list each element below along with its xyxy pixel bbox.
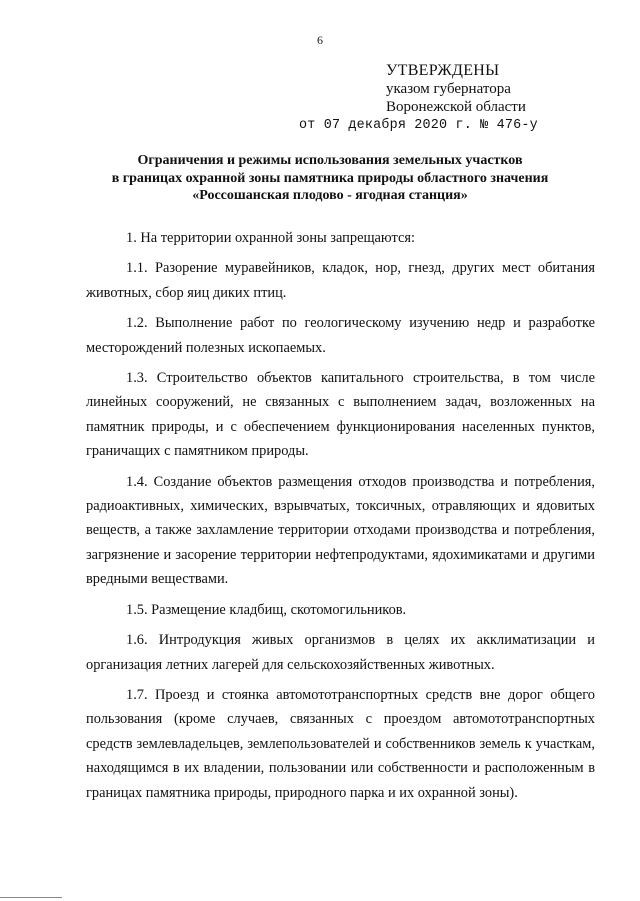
approval-block (386, 62, 526, 116)
title-line-3: «Россошанская плодово - ягодная станция» (192, 188, 468, 203)
approval-date: от 07 декабря 2020 г. № 476-у (299, 118, 538, 133)
paragraph-1-6: 1.6. Интродукция живых организмов в целях их акклиматизации и организация летних лагерей для сельскохозяйственных животных. (86, 632, 595, 673)
title-line-1: Ограничения и режимы использования земельных участков (137, 153, 523, 168)
approval-region: Воронежской области (386, 99, 526, 115)
document-title (60, 152, 600, 205)
scan-edge-mark (0, 897, 62, 898)
page-number: 6 (317, 33, 323, 47)
paragraph-1: 1. На территории охранной зоны запрещаются: (126, 230, 415, 246)
approval-heading: УТВЕРЖДЕНЫ (386, 62, 500, 79)
paragraph-1-5: 1.5. Размещение кладбищ, скотомогильников. (126, 601, 407, 618)
approval-authority: указом губернатора (386, 81, 511, 97)
document-body (86, 226, 595, 811)
paragraph-1-7: 1.7. Проезд и стоянка автомототранспортных средств вне дорог общего пользования (кроме случаев, связанных с проездом автомототранспортных средств землевладельцев, землепользователей и собственников земель к участкам, находящимся в их владении, пользовании или собственности и расположенным в границах памятника природы, природного парка и их охранной зоны). (86, 686, 595, 801)
paragraph-1-1: 1.1. Разорение муравейников, кладок, нор, гнезд, других мест обитания животных, сбор яиц диких птиц. (86, 260, 595, 301)
paragraph-1-3: 1.3. Строительство объектов капитального строительства, в том числе линейных сооружений, не связанных с выполнением задач, возложенных на памятник природы, и с обеспечением функционирования населенных пунктов, граничащих с памятником природы. (86, 370, 595, 460)
paragraph-1-4: 1.4. Создание объектов размещения отходов производства и потребления, радиоактивных, химических, взрывчатых, токсичных, отравляющих и ядовитых веществ, а также захламление территории отходами производства и потребления, загрязнение и засорение территории нефтепродуктами, ядохимикатами и другими вредными веществами. (86, 473, 595, 588)
paragraph-1-2: 1.2. Выполнение работ по геологическому изучению недр и разработке месторождений полезных ископаемых. (86, 315, 595, 356)
title-line-2: в границах охранной зоны памятника природы областного значения (111, 170, 549, 186)
